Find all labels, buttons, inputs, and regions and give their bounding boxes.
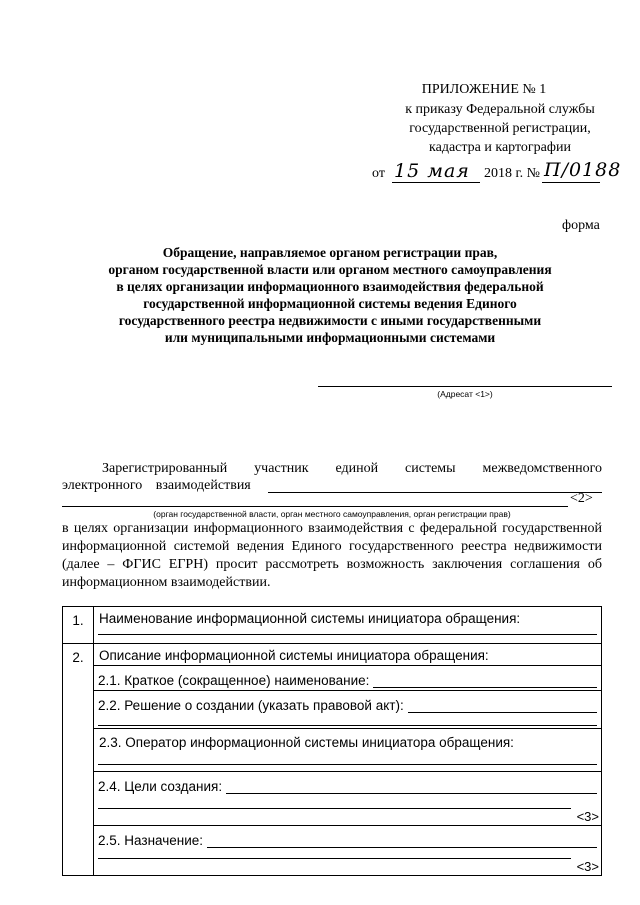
order-line-2: государственной регистрации, — [409, 121, 591, 136]
number-handwritten: П/0188 — [544, 159, 622, 181]
goals-field-2[interactable] — [98, 796, 571, 809]
addressee-caption: (Адресат <1>) — [437, 389, 493, 399]
participant-field[interactable] — [268, 492, 602, 493]
date-line — [372, 159, 622, 188]
date-year: 2018 г. № — [484, 166, 541, 181]
date-handwritten: 15 мая — [394, 160, 470, 182]
row-label: Наименование информационной системы инициатора обращения: — [99, 611, 521, 626]
row-label: Описание информационной системы инициатора обращения: — [99, 648, 489, 663]
legal-act-field[interactable] — [408, 698, 597, 713]
participant-caption: (орган государственной власти, орган местного самоуправления, орган регистрации прав) — [153, 509, 511, 519]
footnote-ref-2: <2> — [570, 491, 593, 506]
title-line: или муниципальными информационными системами — [164, 330, 496, 345]
form-label: форма — [562, 218, 600, 233]
intro-line-2-prefix: электронного взаимодействия — [62, 478, 251, 493]
row-content — [94, 607, 602, 644]
order-line-1: к приказу Федеральной службы — [405, 102, 595, 117]
row-content — [94, 644, 602, 876]
info-system-table — [62, 606, 602, 876]
title-line: Обращение, направляемое органом регистрации прав, — [162, 245, 498, 260]
subsection-2-2 — [94, 691, 601, 715]
subsection-label: 2.2. Решение о создании (указать правовой акт): — [98, 698, 404, 713]
document-title — [60, 244, 600, 346]
subsection-2-3: 2.3. Оператор информационной системы инициатора обращения: — [99, 735, 514, 750]
order-line-3: кадастра и картографии — [429, 140, 571, 155]
title-line: в целях организации информационного взаимодействия федеральной — [116, 279, 544, 294]
title-line: государственной информационной системы ведения Единого — [143, 296, 517, 311]
appendix-label: ПРИЛОЖЕНИЕ № 1 — [421, 82, 547, 97]
subsection-2-1 — [94, 666, 601, 690]
date-underline — [392, 182, 480, 183]
system-name-field[interactable] — [98, 626, 597, 635]
intro-line-2 — [62, 478, 602, 496]
order-reference — [370, 100, 630, 157]
short-name-field[interactable] — [373, 673, 597, 688]
subsection-2-5 — [94, 826, 601, 850]
goals-field[interactable] — [226, 779, 597, 794]
table-row — [63, 644, 602, 876]
subsection-label: 2.5. Назначение: — [98, 833, 204, 848]
subsection-label: 2.4. Цели создания: — [98, 779, 223, 794]
table-row — [63, 607, 602, 644]
intro-line-1: Зарегистрированный участник единой системы межведомственного — [102, 461, 602, 476]
addressee-field[interactable] — [318, 384, 612, 387]
row-number: 2. — [63, 644, 94, 876]
subsection-label: 2.1. Краткое (сокращенное) наименование: — [98, 673, 370, 688]
operator-field[interactable] — [98, 750, 597, 765]
title-line: органом государственной власти или органом местного самоуправления — [108, 262, 552, 277]
intro-body: в целях организации информационного взаимодействия с федеральной государственной информационной системой ведения Единого государственного реестра недвижимости (далее – ФГИС ЕГРН) просит рассмотреть возможность заключения соглашения об информационном взаимодействии. — [62, 521, 602, 590]
purpose-field-2[interactable] — [98, 850, 571, 859]
row-number: 1. — [63, 607, 94, 644]
title-line: государственного реестра недвижимости с иными государственными — [118, 313, 542, 328]
purpose-field[interactable] — [207, 833, 597, 848]
footnote-ref-3: <3> — [576, 809, 599, 824]
date-prefix: от — [372, 166, 385, 181]
footnote-ref-3: <3> — [576, 859, 599, 874]
header-block — [360, 80, 620, 99]
subsection-2-4 — [94, 772, 601, 796]
number-underline — [542, 182, 600, 183]
participant-field-2[interactable] — [62, 506, 568, 507]
legal-act-field-2[interactable] — [98, 715, 597, 726]
